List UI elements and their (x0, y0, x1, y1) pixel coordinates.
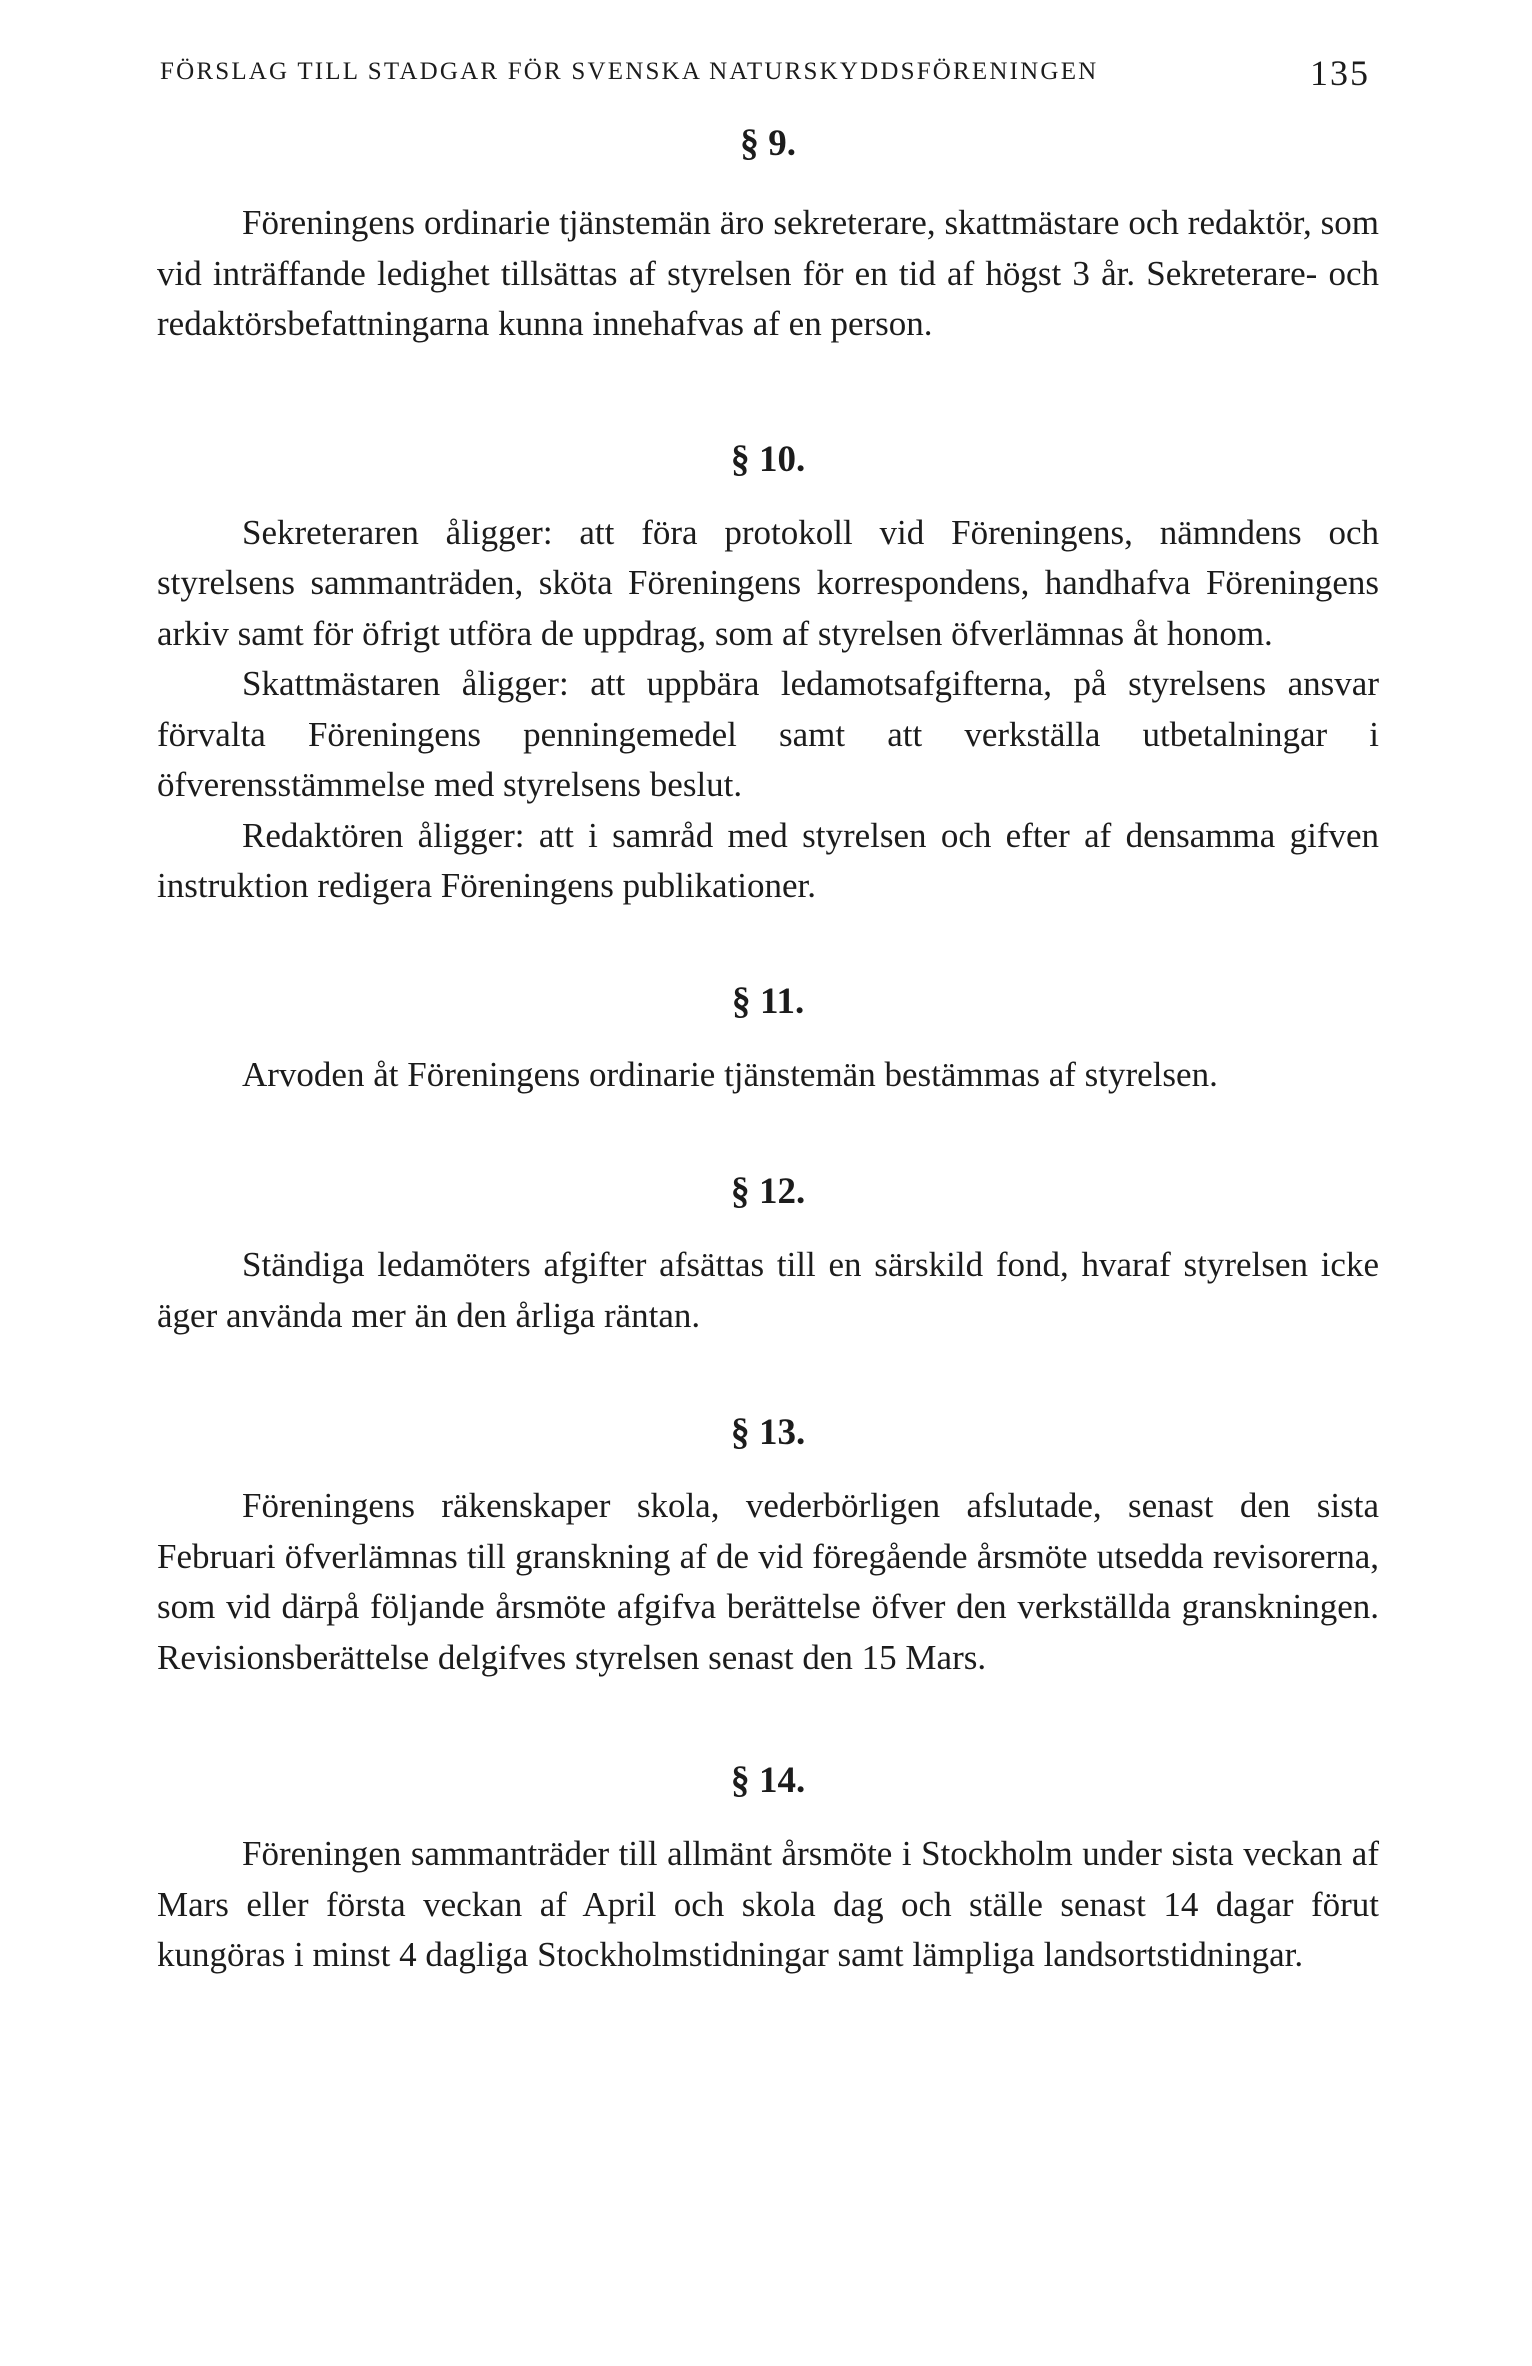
section-heading (157, 1407, 1379, 1457)
section-number: 12. (759, 1171, 806, 1212)
section-number: 13. (759, 1412, 806, 1453)
running-title: FÖRSLAG TILL STADGAR FÖR SVENSKA NATURSKYDDSFÖRENINGEN (160, 58, 1099, 85)
section-heading (157, 976, 1379, 1026)
paragraph: Föreningens räkenskaper skola, vederbörligen afslutade, senast den sista Februari öfverlämnas till granskning af de vid föregående årsmöte utsedda revisorerna, som vid därpå följande årsmöte afgifva berättelse öfver den verkställda granskningen. Revisionsberättelse delgifves styrelsen senast den 15 Mars. (157, 1486, 1379, 1677)
section-14 (157, 1755, 1379, 1981)
section-heading (157, 1755, 1379, 1805)
section-10 (157, 434, 1379, 912)
section-sign: § (731, 979, 751, 1022)
section-body (157, 1481, 1379, 1683)
section-number: 9. (768, 123, 796, 164)
paragraph: Redaktören åligger: att i samråd med styrelsen och efter af densamma gifven instruktion redigera Föreningens publikationer. (157, 815, 1379, 905)
section-body (157, 508, 1379, 912)
section-sign: § (730, 1759, 750, 1801)
section-sign: § (730, 1170, 750, 1212)
running-head (160, 52, 1370, 102)
section-body (157, 1050, 1379, 1101)
section-number: 14. (759, 1760, 806, 1801)
statute-text (157, 118, 1379, 1981)
section-13 (157, 1407, 1379, 1683)
section-9 (157, 118, 1379, 350)
section-body (157, 1240, 1379, 1341)
section-body (157, 1829, 1379, 1981)
section-sign: § (740, 122, 759, 164)
section-number: 10. (759, 438, 806, 480)
section-heading (157, 434, 1379, 484)
paragraph: Föreningens ordinarie tjänstemän äro sekreterare, skattmästare och redaktör, som vid inträffande ledighet tillsättas af styrelsen för en tid af högst 3 år. Sekreterare- och redaktörsbefattningarna kunna innehafvas af en person. (157, 203, 1379, 343)
section-heading (157, 1166, 1379, 1216)
paragraph: Arvoden åt Föreningens ordinarie tjänstemän bestämmas af styrelsen. (242, 1054, 1218, 1094)
paragraph: Ständiga ledamöters afgifter afsättas till en särskild fond, hvaraf styrelsen icke äger använda mer än den årliga räntan. (157, 1245, 1379, 1335)
paragraph: Föreningen sammanträder till allmänt årsmöte i Stockholm under sista veckan af Mars eller första veckan af April och skola dag och ställe senast 14 dagar förut kungöras i minst 4 dagliga Stockholmstidningar samt lämpliga landsortstidningar. (157, 1834, 1379, 1974)
page-number: 135 (1310, 53, 1370, 93)
section-sign: § (730, 437, 750, 480)
paragraph: Skattmästaren åligger: att uppbära ledamotsafgifterna, på styrelsens ansvar förvalta Föreningens penningemedel samt att verkställa utbetalningar i öfverensstämmelse med styrelsens beslut. (157, 664, 1379, 804)
section-number: 11. (760, 980, 805, 1022)
paragraph: Sekreteraren åligger: att föra protokoll vid Föreningens, nämndens och styrelsens sammanträden, sköta Föreningens korrespondens, handhafva Föreningens arkiv samt för öfrigt utföra de uppdrag, som af styrelsen öfverlämnas åt honom. (157, 512, 1379, 653)
section-heading (157, 118, 1379, 168)
section-sign: § (730, 1411, 750, 1453)
section-12 (157, 1166, 1379, 1341)
section-body (157, 198, 1379, 350)
section-11 (157, 976, 1379, 1101)
